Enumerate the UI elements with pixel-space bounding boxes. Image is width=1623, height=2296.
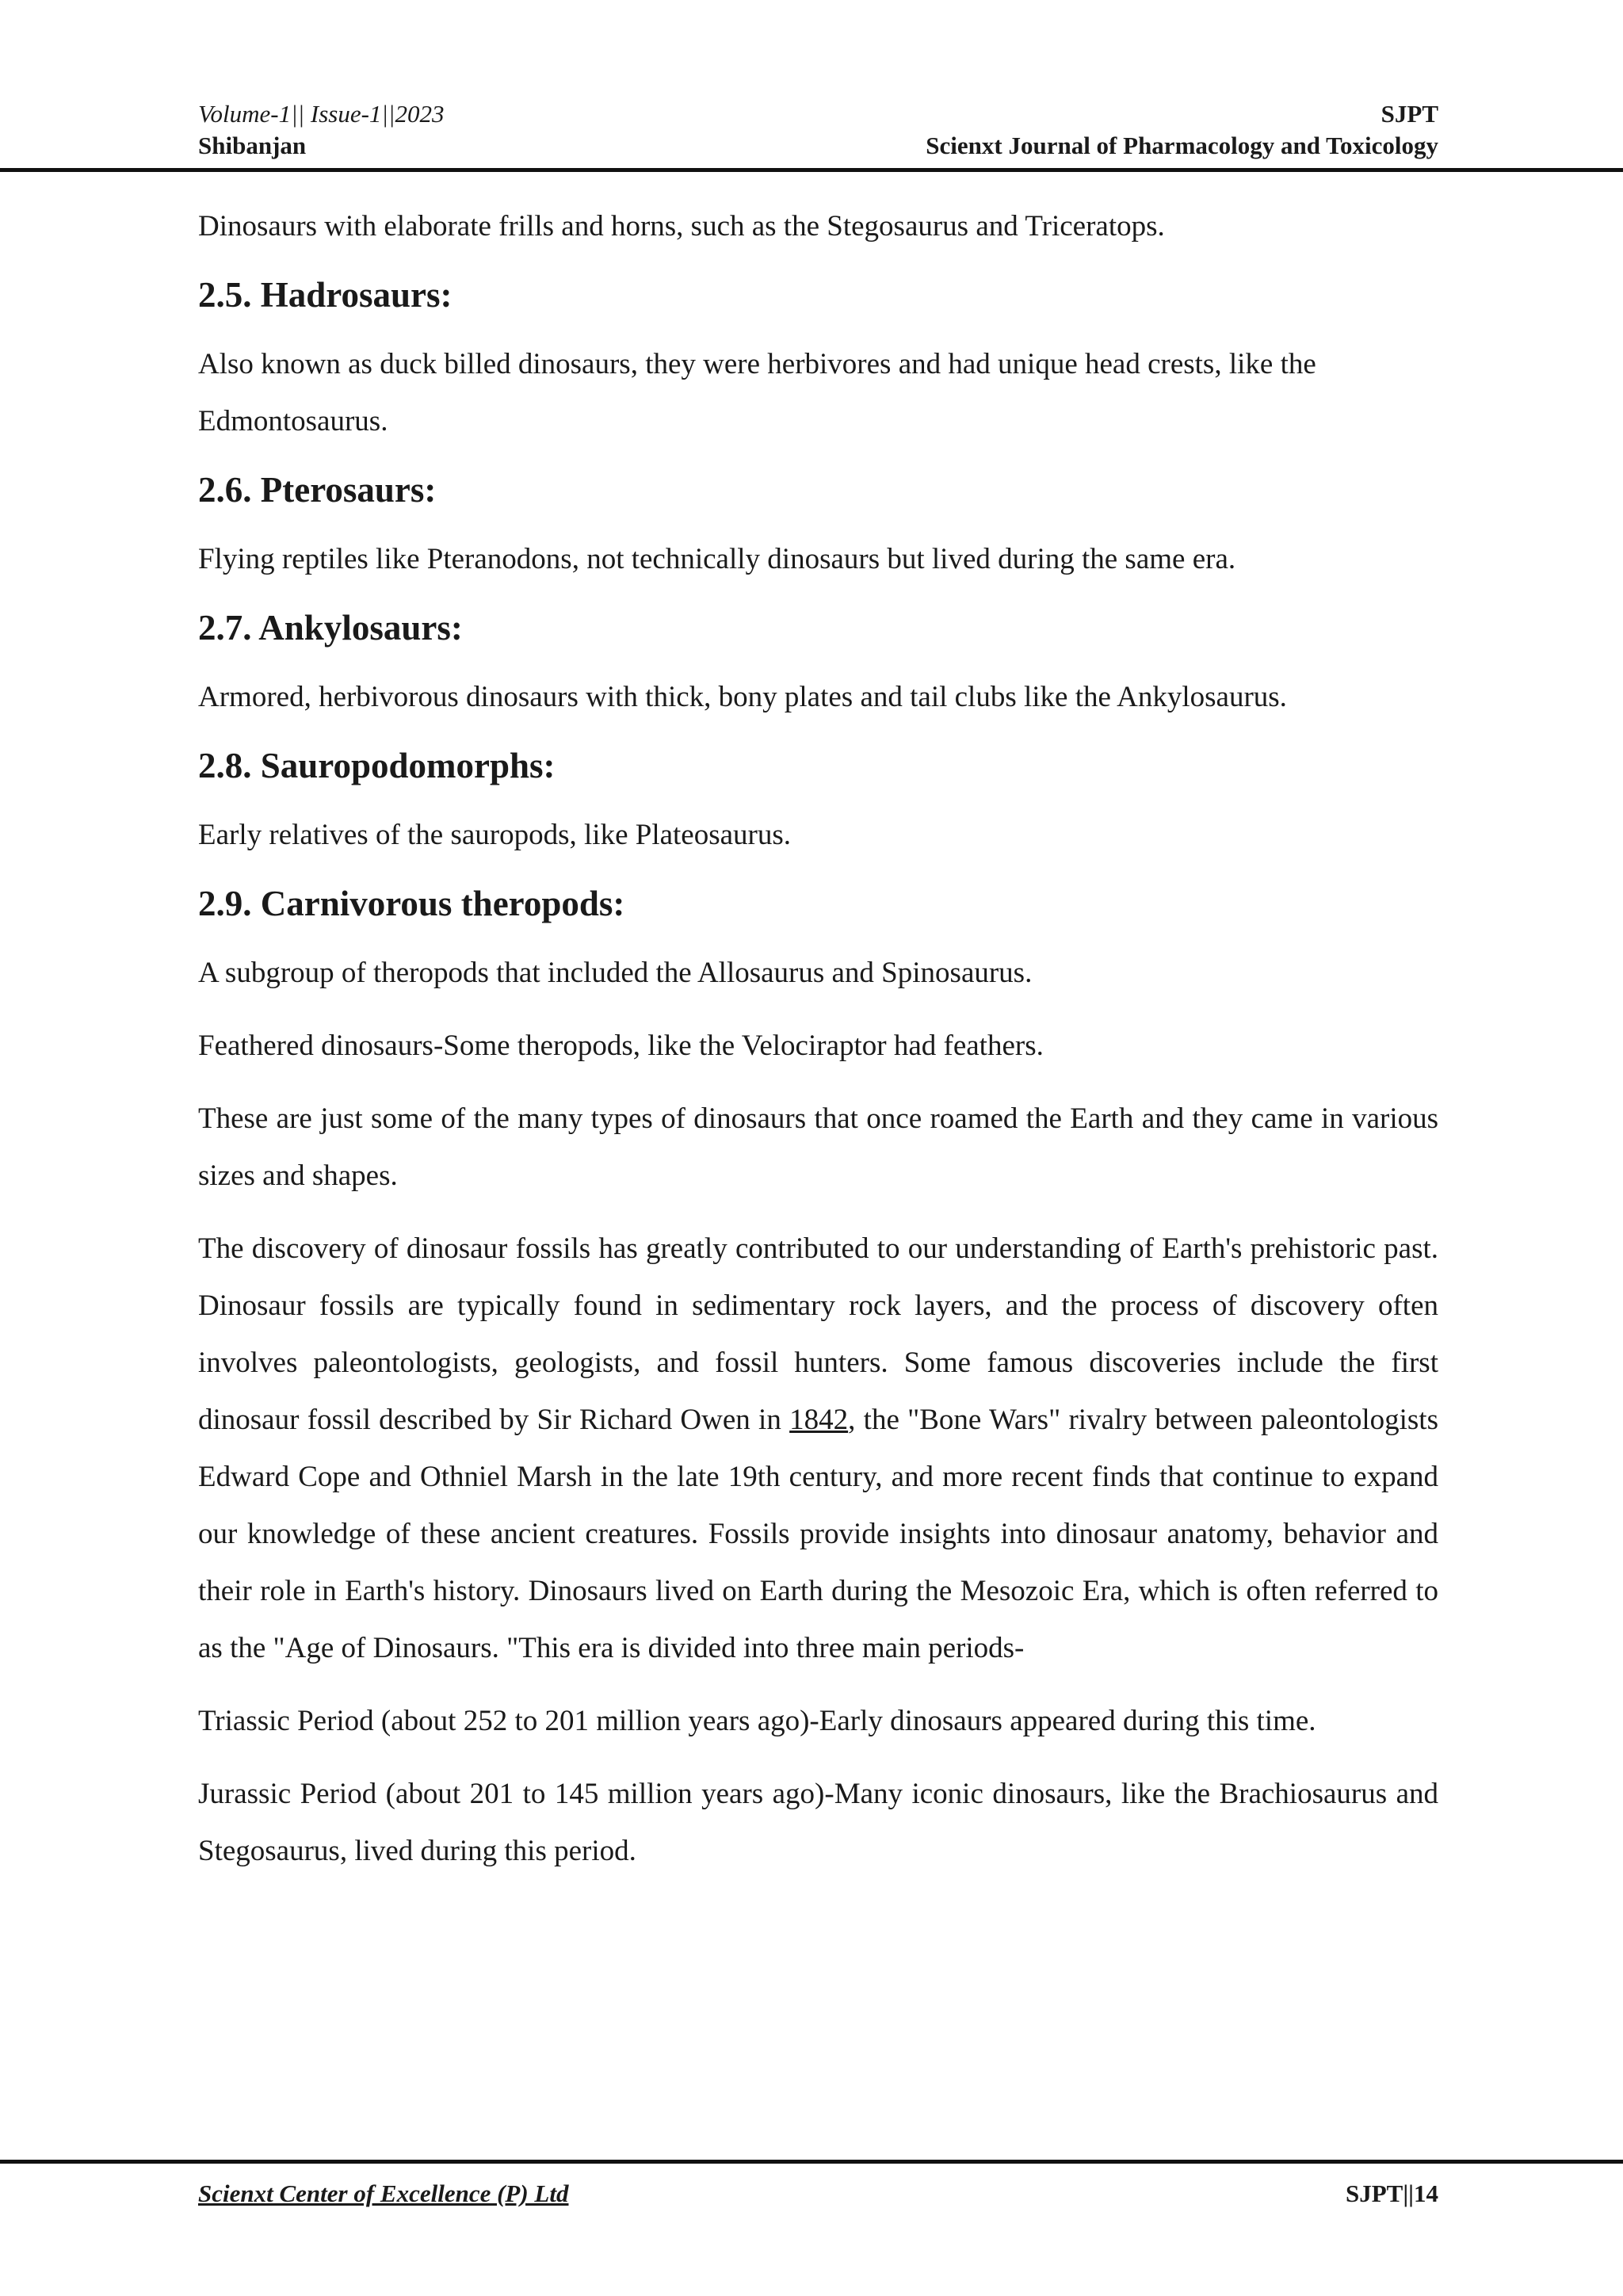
fossil-discovery-text-start: The discovery of dinosaur fossils has greatly contributed to our understanding of Earth's prehistoric past. Dinosaur fossils are typically found in sedimentary rock layers, and the process of discovery often involves paleontologists, geologists, and fossil hunters. Some famous discoveries include the first dinosaur fossil described by Sir Richard Owen in <box>198 1232 1438 1436</box>
heading-ankylosaurs: 2.7. Ankylosaurs: <box>198 608 463 648</box>
journal-name: Scienxt Journal of Pharmacology and Toxicology <box>926 132 1438 159</box>
volume-issue: Volume-1|| Issue-1||2023 <box>198 100 445 128</box>
paragraph-ankylosaurs: Armored, herbivorous dinosaurs with thick, bony plates and tail clubs like the Ankylosaurus. <box>198 681 1287 713</box>
heading-carnivorous-theropods: 2.9. Carnivorous theropods: <box>198 884 625 923</box>
paragraph-pterosaurs: Flying reptiles like Pteranodons, not technically dinosaurs but lived during the same era. <box>198 543 1236 575</box>
heading-sauropodomorphs: 2.8. Sauropodomorphs: <box>198 746 556 785</box>
page-footer <box>198 2178 1438 2210</box>
page-header <box>198 98 1438 162</box>
header-divider <box>0 168 1623 172</box>
paragraph-fossil-discovery <box>198 1221 1438 1677</box>
header-row-top <box>198 98 1438 130</box>
paragraph-hadrosaurs: Also known as duck billed dinosaurs, they were herbivores and had unique head crests, like the Edmontosaurus. <box>198 348 1316 437</box>
page-number: SJPT||14 <box>1345 2179 1438 2207</box>
paragraph-sauropodomorphs: Early relatives of the sauropods, like Plateosaurus. <box>198 819 792 851</box>
paragraph-triassic-period: Triassic Period (about 252 to 201 million years ago)-Early dinosaurs appeared during this time. <box>198 1705 1316 1737</box>
heading-hadrosaurs: 2.5. Hadrosaurs: <box>198 275 453 315</box>
author-name: Shibanjan <box>198 132 307 159</box>
fossil-discovery-text-end: , the "Bone Wars" rivalry between paleontologists Edward Cope and Othniel Marsh in the late 19th century, and more recent finds that continue to expand our knowledge of these ancient creatures. Fossils provide insights into dinosaur anatomy, behavior and their role in Earth's history. Dinosaurs lived on Earth during the Mesozoic Era, which is often referred to as the "Age of Dinosaurs. "This era is divided into three main periods- <box>198 1404 1438 1664</box>
paragraph-feathered-dinosaurs: Feathered dinosaurs-Some theropods, like the Velociraptor had feathers. <box>198 1030 1044 1062</box>
paragraph-frills: Dinosaurs with elaborate frills and horns, such as the Stegosaurus and Triceratops. <box>198 210 1165 243</box>
paragraph-carnivorous-theropods: A subgroup of theropods that included the Allosaurus and Spinosaurus. <box>198 957 1033 989</box>
journal-abbreviation: SJPT <box>1381 100 1438 128</box>
article-body <box>198 198 1438 1896</box>
year-1842-link[interactable]: 1842 <box>789 1404 849 1436</box>
paragraph-jurassic-period: Jurassic Period (about 201 to 145 million years ago)-Many iconic dinosaurs, like the Brachiosaurus and Stegosaurus, lived during this period. <box>198 1778 1438 1867</box>
heading-pterosaurs: 2.6. Pterosaurs: <box>198 470 437 510</box>
paragraph-dinosaur-types: These are just some of the many types of dinosaurs that once roamed the Earth and they came in various sizes and shapes. <box>198 1102 1438 1192</box>
publisher-name: Scienxt Center of Excellence (P) Ltd <box>198 2179 569 2207</box>
footer-divider <box>0 2160 1623 2164</box>
header-row-bottom <box>198 130 1438 162</box>
